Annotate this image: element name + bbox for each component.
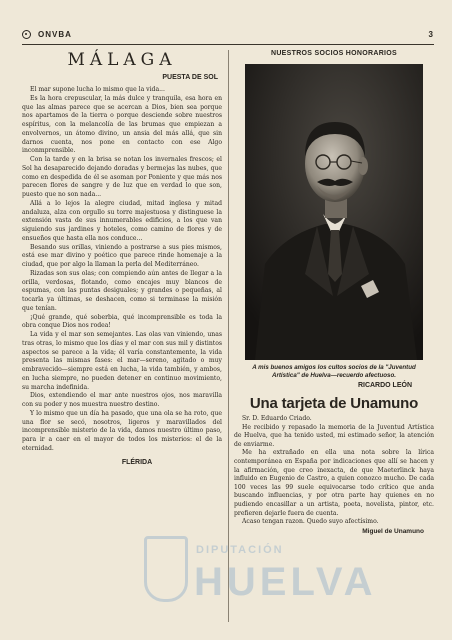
running-head — [22, 28, 434, 42]
article-subtitle: PUESTA DE SOL — [162, 74, 218, 81]
newspaper-page — [22, 20, 434, 628]
paragraph: Sr. D. Eduardo Criado. — [242, 415, 312, 422]
section-heading: NUESTROS SOCIOS HONORARIOS — [270, 50, 398, 57]
right-column — [234, 50, 434, 625]
header-rule — [22, 44, 434, 45]
paragraph: Me ha extrañado en ella una nota sobre la lírica contemporánea en España por indicaciones que allí se hacen y la afirmación, que creo inexacta, de que Maeterlinck haya influido en Eugenio de Castro, a quien conozco mucho. De cada 100 veces las 99 suele equivocarse todo crítico que anda buscando influencias, y por otra parte hay quienes en no pudiendo encasillar a un artista, poeta, novelista, pintor, etc. prefieren dejarle fuera de cuenta. — [234, 449, 434, 517]
portrait-illustration — [245, 64, 423, 360]
article-title-malaga: MÁLAGA — [67, 50, 177, 70]
letter-signature: Miguel de Unamuno — [362, 527, 424, 535]
page-number: 3 — [428, 30, 434, 39]
paragraph: Es la hora crepuscular, la más dulce y tranquila, esa hora en que las almas parece que se acercan a Dios, bien sea porque nos apartamos de la tierra o porque desciende sobre nuestros espíritus, con la melancolía de las brumas que empiezan a envolvernos, un átomo divino, un ansia del más allá, que sin darnos cuenta, nos pone en contacto con ese Algo inconmprensible. — [22, 94, 222, 155]
paragraph: El mar supone lucha lo mismo que la vida... — [30, 86, 165, 93]
author-signature: FLÉRIDA — [121, 458, 153, 466]
paragraph: Besando sus orillas, viniendo a postrarse a sus pies mismos, está ese mar divino y poético que parece rinde homenaje a la ciudad, que por algo la llaman la perla del Mediterráneo. — [22, 243, 222, 268]
caption-author: RICARDO LEÓN — [357, 382, 412, 389]
portrait-photo — [245, 64, 423, 360]
letter-body — [234, 415, 434, 527]
article-body — [22, 86, 222, 454]
paragraph: Y lo mismo que un día ha pasado, que una ola se ha roto, que una flor se secó, nosotros, ligeros y maravillados del incomprensible misterio de la vida, damos nuestro último paso, para ir a caer en el mayor de todos los misterios: el de la eternidad. — [22, 409, 222, 452]
paragraph: La vida y el mar son semejantes. Las olas van viniendo, unas tras otras, lo mismo que los días y el mar con sus mil y distintos aspectos se parece a la vida; él varía constantemente, la vida presenta las mismas fases: el mar—sereno, agitado o muy embravecido—siempre está en lucha, la vida también, y ambos, en lucha siempre, no pueden detener en continuo movimiento, su marcha indefinida. — [22, 331, 222, 391]
circle-ornament-icon — [22, 30, 31, 39]
watermark-subtext: DIPUTACIÓN — [196, 544, 284, 556]
paragraph: Allá a lo lejos la alegre ciudad, mitad inglesa y mitad andaluza, alza con orgullo su torre majestuosa y distinguese la extensión vasta de sus innumerables edificios, a los que van siguiendo sus jardines y hoteles, como camino de flores y de ensueños que hasta ella nos conduce... — [22, 199, 222, 242]
paragraph: Con la tarde y en la brisa se notan los invernales frescos; el Sol ha desaparecido dejando doradas y bermejas las nubes, que como en despedida de él se asoman por Poniente y que más nos parecen flores de sangre y de luz que en verdad lo que son, puesto que no son nada... — [22, 156, 222, 198]
photo-caption: A mis buenos amigos los cultos socios de la "Juventud Artística" de Huelva—recuerdo afectuoso. — [252, 364, 416, 379]
paragraph: Rizadas son sus olas; con compiendo aún antes de llegar a la orilla, verdosas, flotando, como encajes muy blancos de espumas, con las puntas desiguales; y grandes o pequeñas, al tocarla ya últimas, se deshacen, como si terminase la misión que tenían. — [22, 269, 222, 312]
left-column — [22, 50, 222, 625]
journal-name: ONVBA — [38, 30, 72, 39]
paragraph: Acaso tengan razon. Quedo suyo afectísimo. — [242, 518, 379, 526]
column-rule — [228, 50, 229, 622]
article-headline: Una tarjeta de Unamuno — [249, 395, 419, 412]
paragraph: He recibido y repasado la memoria de la Juventud Artística de Huelva, que ha tenido usted, mi estimado señor, la atención de enviarme. — [234, 423, 434, 448]
paragraph: ¡Qué grande, qué soberbia, qué incomprensible es toda la obra conque Dios nos rodea! — [22, 313, 222, 330]
watermark-text: HUELVA — [194, 560, 377, 604]
paragraph: Dios, extendiendo el mar ante nuestros ojos, nos maravilla con su poder y nos muestra nuestro destino. — [22, 392, 222, 408]
